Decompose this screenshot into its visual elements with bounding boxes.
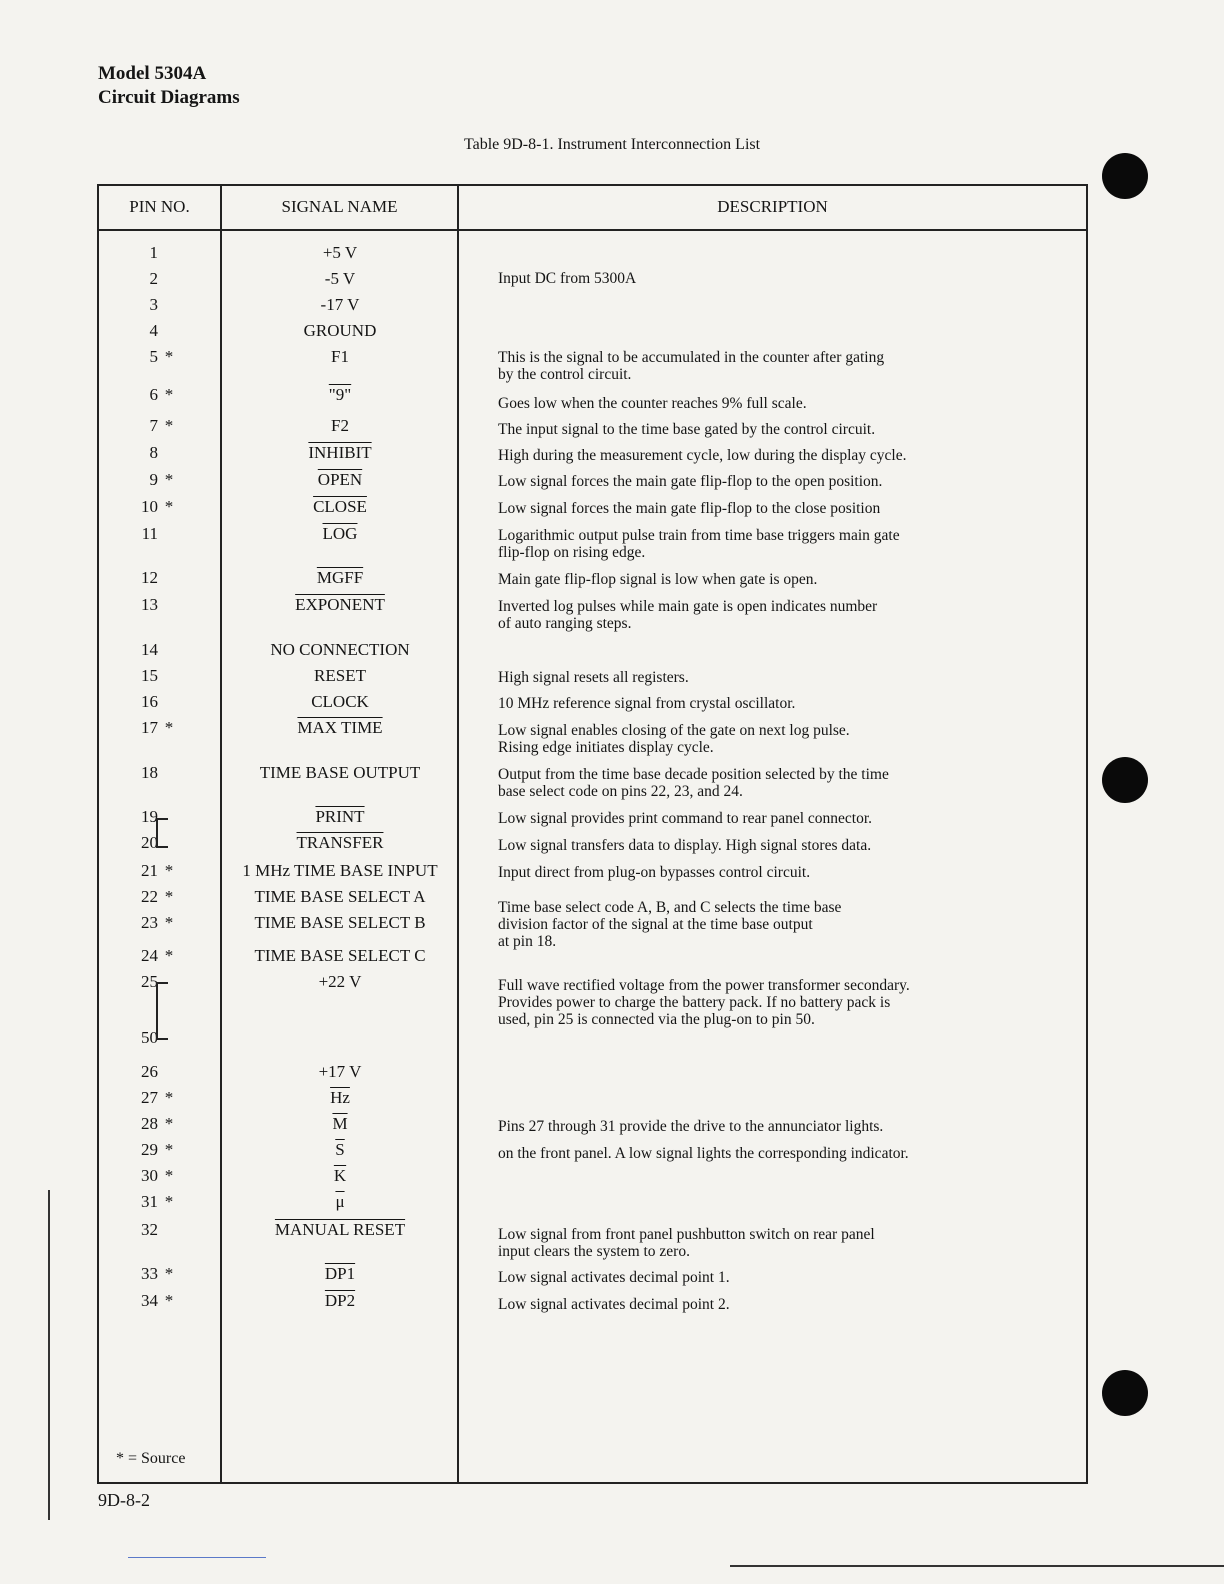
pin-number-text: 31	[141, 1192, 158, 1211]
signal-name-text: F1	[331, 347, 349, 366]
description-cell	[498, 395, 807, 412]
col-header-signal: SIGNAL NAME	[281, 197, 398, 216]
description-line: Low signal from front panel pushbutton switch on rear panel	[498, 1226, 875, 1243]
description-line: Time base select code A, B, and C selects the time base	[498, 899, 842, 916]
description-cell	[498, 977, 910, 1028]
description-cell	[498, 270, 636, 287]
scan-edge-mark	[730, 1565, 1224, 1567]
signal-name-text: +22 V	[318, 972, 362, 991]
pin-number	[60, 718, 180, 738]
signal-name-text: -17 V	[320, 295, 360, 314]
pin-number	[60, 443, 180, 463]
description-cell	[498, 1118, 883, 1135]
signal-name-text: PRINT	[315, 807, 365, 826]
description-line: Main gate flip-flop signal is low when gate is open.	[498, 571, 818, 588]
description-line: Goes low when the counter reaches 9% full scale.	[498, 395, 807, 412]
signal-name	[222, 1062, 458, 1082]
signal-name	[222, 443, 458, 463]
col-header-pin: PIN NO.	[129, 197, 190, 216]
description-cell	[498, 837, 871, 854]
signal-name	[222, 1192, 458, 1212]
pin-number	[60, 497, 180, 517]
signal-name	[222, 595, 458, 615]
pin-number-text: 19	[141, 807, 158, 826]
signal-name-text: RESET	[314, 666, 366, 685]
description-cell	[498, 598, 877, 632]
description-cell	[498, 473, 882, 490]
pin-number-text: 20	[141, 833, 158, 852]
description-line: on the front panel. A low signal lights the corresponding indicator.	[498, 1145, 909, 1162]
pin-number	[60, 692, 180, 712]
pin-number	[60, 1264, 180, 1284]
source-marker: *	[164, 385, 174, 404]
pin-bracket-25-50	[156, 982, 168, 1040]
description-cell	[498, 899, 841, 950]
pin-number-text: 50	[141, 1028, 158, 1047]
pin-number	[60, 568, 180, 588]
signal-name-text: $\overline{\mu}$	[335, 1192, 345, 1211]
signal-name-text: DP1	[324, 1264, 356, 1283]
signal-name-text: MANUAL RESET	[274, 1220, 406, 1239]
signal-name	[222, 1088, 458, 1108]
signal-name-text: $\overline{K}$	[333, 1166, 347, 1185]
signal-name-text: $\overline{S}$	[335, 1140, 345, 1159]
pin-number-text: 1	[149, 243, 158, 262]
description-line: at pin 18.	[498, 933, 557, 950]
source-marker: *	[164, 347, 174, 366]
source-marker: *	[164, 718, 174, 737]
source-marker: *	[164, 946, 174, 965]
scan-edge-mark	[48, 1190, 50, 1520]
pin-number	[60, 524, 180, 544]
signal-name-text: TIME BASE SELECT B	[254, 913, 426, 932]
pin-number	[60, 1088, 180, 1108]
signal-name	[222, 640, 458, 660]
page-number: 9D-8-2	[98, 1490, 150, 1510]
description-cell	[498, 1296, 730, 1313]
signal-name-text: $\overline{M}$	[332, 1114, 348, 1133]
signal-name	[222, 347, 458, 367]
signal-name-text: -5 V	[324, 269, 356, 288]
source-marker: *	[164, 913, 174, 932]
pin-number-text: 24	[141, 946, 158, 965]
pin-number-text: 23	[141, 913, 158, 932]
signal-name-text: "9"	[328, 385, 352, 404]
description-line: flip-flop on rising edge.	[498, 544, 646, 561]
signal-name-text: INHIBIT	[308, 443, 372, 462]
pin-number-text: 33	[141, 1264, 158, 1283]
signal-name	[222, 243, 458, 263]
signal-name	[222, 1166, 458, 1186]
description-cell	[498, 1269, 730, 1286]
pin-number-text: 9	[149, 470, 158, 489]
signal-name	[222, 833, 458, 853]
signal-name-text: DP2	[324, 1291, 356, 1310]
description-line: Inverted log pulses while main gate is open indicates number	[498, 598, 878, 615]
source-marker: *	[164, 1088, 174, 1107]
pin-number-text: 13	[141, 595, 158, 614]
pin-number	[60, 1140, 180, 1160]
pin-number	[60, 1192, 180, 1212]
pin-number	[60, 1220, 180, 1240]
pin-number-text: 25	[141, 972, 158, 991]
description-line: Provides power to charge the battery pack. If no battery pack is	[498, 994, 891, 1011]
signal-name-text: 1 MHz TIME BASE INPUT	[242, 861, 438, 880]
signal-name	[222, 666, 458, 686]
description-cell	[498, 447, 906, 464]
description-line: Logarithmic output pulse train from time base triggers main gate	[498, 527, 900, 544]
signal-name	[222, 470, 458, 490]
signal-name	[222, 807, 458, 827]
source-marker: *	[164, 861, 174, 880]
section-title: Circuit Diagrams	[98, 87, 240, 108]
description-cell	[498, 349, 884, 383]
source-marker: *	[164, 416, 174, 435]
pin-number	[60, 295, 180, 315]
footnote: * = Source	[116, 1450, 186, 1467]
signal-name	[222, 416, 458, 436]
signal-name	[222, 269, 458, 289]
description-line: input clears the system to zero.	[498, 1243, 690, 1260]
signal-name	[222, 497, 458, 517]
source-marker: *	[164, 497, 174, 516]
description-line: of auto ranging steps.	[498, 615, 632, 632]
pin-number-text: 8	[149, 443, 158, 462]
description-cell	[498, 766, 889, 800]
source-marker: *	[164, 1192, 174, 1211]
signal-name	[222, 887, 458, 907]
pin-number-text: 29	[141, 1140, 158, 1159]
binder-hole	[1102, 1370, 1148, 1416]
source-marker: *	[164, 1114, 174, 1133]
description-line: Low signal forces the main gate flip-flop to the open position.	[498, 473, 883, 490]
pin-number-text: 26	[141, 1062, 158, 1081]
pin-number-text: 16	[141, 692, 158, 711]
signal-name	[222, 295, 458, 315]
document-header	[98, 62, 240, 110]
pin-number	[60, 861, 180, 881]
signal-name	[222, 321, 458, 341]
description-line: Low signal enables closing of the gate on next log pulse.	[498, 722, 850, 739]
signal-name	[222, 385, 458, 405]
pin-number-text: 10	[141, 497, 158, 516]
pin-number-text: 27	[141, 1088, 158, 1107]
signal-name-text: MGFF	[316, 568, 364, 587]
signal-name-text: $\overline{Hz}$	[330, 1088, 350, 1107]
description-line: base select code on pins 22, 23, and 24.	[498, 783, 743, 800]
signal-name-text: CLOSE	[313, 497, 367, 516]
source-marker: *	[164, 470, 174, 489]
pin-number	[60, 1166, 180, 1186]
signal-name	[222, 568, 458, 588]
pin-number-text: 17	[141, 718, 158, 737]
pin-number-text: 18	[141, 763, 158, 782]
pin-number	[60, 269, 180, 289]
description-line: Low signal activates decimal point 1.	[498, 1269, 730, 1286]
pin-number-text: 30	[141, 1166, 158, 1185]
pin-number	[60, 347, 180, 367]
description-line: 10 MHz reference signal from crystal oscillator.	[498, 695, 796, 712]
pin-number-text: 28	[141, 1114, 158, 1133]
description-line: Rising edge initiates display cycle.	[498, 739, 714, 756]
signal-name-text: TRANSFER	[296, 833, 384, 852]
pin-number	[60, 416, 180, 436]
description-cell	[498, 722, 850, 756]
pin-number	[60, 1114, 180, 1134]
description-line: Input direct from plug-on bypasses control circuit.	[498, 864, 811, 881]
description-cell	[498, 695, 795, 712]
scan-edge-mark	[128, 1557, 266, 1558]
description-line: Output from the time base decade position selected by the time	[498, 766, 889, 783]
col-header-description: DESCRIPTION	[717, 197, 828, 216]
signal-name	[222, 1114, 458, 1134]
signal-name	[222, 524, 458, 544]
signal-name-text: +17 V	[318, 1062, 362, 1081]
signal-name	[222, 1291, 458, 1311]
pin-number	[60, 243, 180, 263]
pin-number-text: 15	[141, 666, 158, 685]
source-marker: *	[164, 1166, 174, 1185]
signal-name	[222, 1140, 458, 1160]
pin-number	[60, 470, 180, 490]
signal-name	[222, 946, 458, 966]
description-line: used, pin 25 is connected via the plug-on to pin 50.	[498, 1011, 815, 1028]
signal-name	[222, 718, 458, 738]
pin-number-text: 21	[141, 861, 158, 880]
pin-number-text: 2	[149, 269, 158, 288]
description-line: division factor of the signal at the time base output	[498, 916, 813, 933]
description-cell	[498, 669, 689, 686]
pin-number-text: 6	[149, 385, 158, 404]
description-cell	[498, 500, 880, 517]
binder-hole	[1102, 153, 1148, 199]
header-divider	[97, 229, 1088, 231]
signal-name-text: F2	[331, 416, 349, 435]
pin-number-text: 22	[141, 887, 158, 906]
description-line: Low signal forces the main gate flip-flop to the close position	[498, 500, 881, 517]
description-cell	[498, 571, 817, 588]
table-caption: Table 9D-8-1. Instrument Interconnection List	[463, 136, 761, 153]
source-marker: *	[164, 1140, 174, 1159]
pin-number-text: 34	[141, 1291, 158, 1310]
description-cell	[498, 1226, 875, 1260]
pin-number	[60, 666, 180, 686]
signal-name	[222, 972, 458, 992]
pin-number-text: 5	[149, 347, 158, 366]
pin-number	[60, 1291, 180, 1311]
signal-name-text: TIME BASE OUTPUT	[259, 763, 421, 782]
source-marker: *	[164, 887, 174, 906]
pin-number-text: 4	[149, 321, 158, 340]
signal-name-text: TIME BASE SELECT A	[254, 887, 426, 906]
pin-number-text: 32	[141, 1220, 158, 1239]
description-line: High during the measurement cycle, low during the display cycle.	[498, 447, 907, 464]
pin-number-text: 12	[141, 568, 158, 587]
description-cell	[498, 810, 872, 827]
pin-number	[60, 887, 180, 907]
pin-number	[60, 913, 180, 933]
pin-bracket-19-20	[156, 818, 168, 848]
description-line: Pins 27 through 31 provide the drive to the annunciator lights.	[498, 1118, 884, 1135]
source-marker: *	[164, 1264, 174, 1283]
pin-number-text: 7	[149, 416, 158, 435]
signal-name-text: EXPONENT	[295, 595, 385, 614]
model-title: Model 5304A	[98, 63, 207, 84]
signal-name	[222, 1264, 458, 1284]
description-line: Low signal transfers data to display. High signal stores data.	[498, 837, 872, 854]
pin-number	[60, 763, 180, 783]
description-line: Low signal provides print command to rear panel connector.	[498, 810, 873, 827]
description-line: Input DC from 5300A	[498, 270, 637, 287]
signal-name-text: TIME BASE SELECT C	[254, 946, 426, 965]
pin-number	[60, 1062, 180, 1082]
description-cell	[498, 527, 900, 561]
pin-number	[60, 321, 180, 341]
pin-number	[60, 385, 180, 405]
description-cell	[498, 1145, 909, 1162]
signal-name-text: OPEN	[317, 470, 363, 489]
signal-name-text: NO CONNECTION	[270, 640, 410, 659]
binder-hole	[1102, 757, 1148, 803]
pin-number	[60, 595, 180, 615]
pin-number	[60, 946, 180, 966]
signal-name-text: +5 V	[322, 243, 358, 262]
pin-number-text: 14	[141, 640, 158, 659]
description-line: High signal resets all registers.	[498, 669, 689, 686]
signal-name	[222, 692, 458, 712]
signal-name-text: CLOCK	[311, 692, 369, 711]
pin-number-text: 3	[149, 295, 158, 314]
pin-number-text: 11	[141, 524, 158, 543]
description-line: This is the signal to be accumulated in the counter after gating	[498, 349, 885, 366]
description-line: by the control circuit.	[498, 366, 632, 383]
pin-number	[60, 640, 180, 660]
signal-name-text: $\overline{LOG}$	[322, 524, 358, 543]
description-cell	[498, 421, 875, 438]
signal-name	[222, 913, 458, 933]
source-marker: *	[164, 1291, 174, 1310]
signal-name	[222, 763, 458, 783]
signal-name	[222, 1220, 458, 1240]
description-cell	[498, 864, 810, 881]
signal-name-text: GROUND	[303, 321, 377, 340]
signal-name-text: MAX TIME	[297, 718, 383, 737]
description-line: Low signal activates decimal point 2.	[498, 1296, 730, 1313]
description-line: Full wave rectified voltage from the power transformer secondary.	[498, 977, 910, 994]
signal-name	[222, 861, 458, 881]
description-line: The input signal to the time base gated by the control circuit.	[498, 421, 876, 438]
